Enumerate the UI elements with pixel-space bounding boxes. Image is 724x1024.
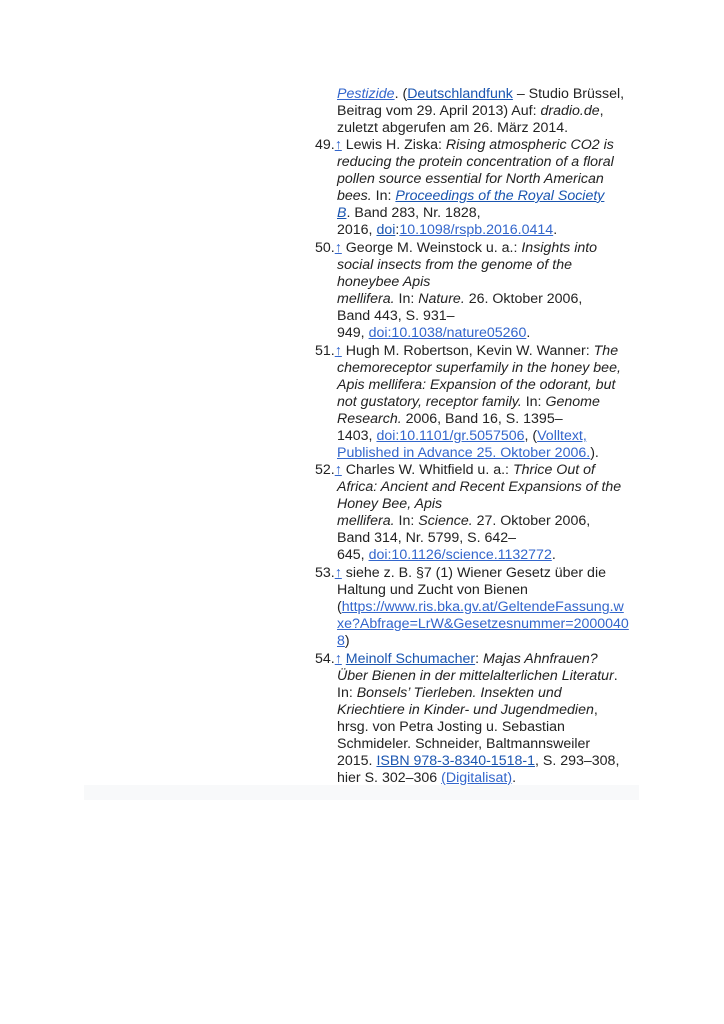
ref-51-line-2 — [337, 360, 621, 377]
ref-53-line-3 — [337, 599, 624, 616]
ref-52-line-4 — [337, 513, 590, 530]
ref-50-title-4: mellifera. — [337, 291, 395, 307]
ref-51-journal: Genome — [545, 394, 600, 410]
ref-51-fulltext-link-2[interactable]: Published in Advance 25. Oktober 2006. — [337, 445, 591, 461]
ref-49-colon: : — [395, 222, 400, 238]
ref-49-title-3: pollen source essential for North American — [337, 171, 604, 187]
ref-51-line-4 — [337, 394, 600, 411]
ref-54-end: . — [512, 770, 517, 786]
ref-49-doi-label-link[interactable]: doi — [376, 222, 396, 238]
ref-54-line-2 — [337, 668, 618, 685]
ref-50-line-2 — [337, 257, 572, 274]
ref-50-authors: George M. Weinstock u. a.: — [341, 240, 522, 256]
ref-52-title-1: Thrice Out of — [512, 462, 595, 478]
ref-52-title-2: Africa: Ancient and Recent Expansions of the — [337, 479, 622, 495]
ref-53-line-4 — [337, 616, 629, 633]
ref-52-line-2 — [337, 479, 621, 496]
ref-52-line-3 — [337, 496, 442, 513]
ref-51-title-3: Apis mellifera: Expansion of the odorant, but — [337, 377, 616, 393]
ref-53-text-2: Haltung und Zucht von Bienen — [337, 582, 528, 598]
ref-51-line-6 — [337, 428, 587, 445]
ref-48-text-4: , — [599, 103, 604, 119]
ref-48-text: . ( — [394, 86, 408, 102]
ref-54-here: hier S. 302–306 — [337, 770, 442, 786]
ref-50-number-row — [315, 240, 597, 257]
ref-54-number-row — [315, 651, 598, 668]
ref-49-title-4: bees. — [337, 188, 372, 204]
ref-49-backlink[interactable]: ↑ — [334, 137, 342, 153]
ref-51-fulltext-link[interactable]: Volltext, — [537, 428, 587, 444]
ref-50-title-2: social insects from the genome of the — [337, 257, 573, 273]
ref-52-backlink[interactable]: ↑ — [334, 462, 342, 478]
ref-54-line-3 — [337, 685, 562, 702]
ref-48-source-link[interactable]: Deutschlandfunk — [407, 86, 513, 102]
ref-54-author-link[interactable]: Meinolf Schumacher — [345, 651, 476, 667]
ref-54-title-2: Über Bienen in der mittelalterlichen Literatur — [337, 668, 614, 684]
ref-51-journal-2: Research. — [337, 411, 402, 427]
ref-51-title-1: The — [593, 343, 619, 359]
ref-52-line-5 — [337, 530, 516, 547]
ref-49-line-5 — [337, 205, 481, 222]
ref-54-number: 54. — [315, 651, 335, 667]
ref-50-doi-link[interactable]: doi:10.1038/nature05260 — [368, 325, 527, 341]
ref-51-line-7 — [337, 445, 599, 462]
ref-51-authors: Hugh M. Robertson, Kevin W. Wanner: — [341, 343, 594, 359]
ref-52-number: 52. — [315, 462, 335, 478]
ref-48-title-link[interactable]: Pestizide — [337, 86, 395, 102]
ref-54-editors: hrsg. von Petra Josting u. Sebastian — [337, 719, 565, 735]
ref-54-pages: , S. 293–308, — [534, 753, 620, 769]
ref-51-in: In: — [521, 394, 546, 410]
ref-50-line-4 — [337, 291, 582, 308]
ref-52-doi-link[interactable]: doi:10.1126/science.1132772 — [368, 547, 552, 563]
ref-53-url-link[interactable]: https://www.ris.bka.gv.at/GeltendeFassung.w — [341, 599, 624, 615]
ref-50-line-3 — [337, 274, 430, 291]
ref-52-volume: Band 314, Nr. 5799, S. 642– — [337, 530, 517, 546]
ref-49-title-1: Rising atmospheric CO2 is — [445, 137, 614, 153]
ref-49-line-3 — [337, 171, 604, 188]
ref-54-publisher: Schmideler. Schneider, Baltmannsweiler — [337, 736, 591, 752]
ref-54-backlink[interactable]: ↑ — [334, 651, 342, 667]
ref-51-pages: 1403, — [337, 428, 377, 444]
ref-48-text-3: Beitrag vom 29. April 2013) Auf: — [337, 103, 541, 119]
ref-54-line-7 — [337, 753, 619, 770]
ref-50-volume: Band 443, S. 931– — [337, 308, 455, 324]
ref-54-line-5 — [337, 719, 565, 736]
ref-50-title-1: Insights into — [521, 240, 598, 256]
ref-50-date: 26. Oktober 2006, — [464, 291, 583, 307]
ref-48-line-1 — [337, 86, 624, 103]
ref-52-pages: 645, — [337, 547, 369, 563]
ref-49-journal-link-2[interactable]: B — [337, 205, 347, 221]
ref-49-number-row — [315, 137, 614, 154]
ref-50-pages: 949, — [337, 325, 369, 341]
ref-52-title-3: Honey Bee, Apis — [337, 496, 443, 512]
ref-51-paren: , ( — [524, 428, 538, 444]
ref-53-paren-close: ) — [344, 633, 350, 649]
ref-54-title-1: Majas Ahnfrauen? — [483, 651, 598, 667]
ref-54-sep: : — [475, 651, 483, 667]
ref-50-backlink[interactable]: ↑ — [334, 240, 342, 256]
ref-54-year: 2015. — [337, 753, 377, 769]
ref-52-date: 27. Oktober 2006, — [472, 513, 591, 529]
ref-49-number: 49. — [315, 137, 335, 153]
ref-51-title-4: not gustatory, receptor family. — [337, 394, 522, 410]
ref-51-volume: 2006, Band 16, S. 1395– — [401, 411, 563, 427]
ref-48-text-2: – Studio Brüssel, — [512, 86, 625, 102]
ref-48-line-2 — [337, 103, 604, 120]
ref-48-line-3 — [337, 120, 568, 137]
ref-54-line-8 — [337, 770, 516, 787]
ref-54-book-1: Bonsels’ Tierleben. Insekten und — [356, 685, 562, 701]
ref-53-line-5 — [337, 633, 350, 650]
ref-49-line-4 — [337, 188, 604, 205]
ref-50-title-3: honeybee Apis — [337, 274, 431, 290]
ref-50-line-6 — [337, 325, 530, 342]
ref-49-journal-link[interactable]: Proceedings of the Royal Society — [395, 188, 605, 204]
ref-54-digitalisat-link[interactable]: (Digitalisat) — [441, 770, 513, 786]
ref-50-number: 50. — [315, 240, 335, 256]
ref-52-in: In: — [394, 513, 419, 529]
ref-51-close: ). — [590, 445, 599, 461]
ref-53-url-link-3[interactable]: 8 — [337, 633, 345, 649]
ref-50-in: In: — [394, 291, 419, 307]
ref-48-website: dradio.de — [540, 103, 600, 119]
ref-54-line-4 — [337, 702, 598, 719]
ref-54-comma: , — [593, 702, 598, 718]
ref-51-number: 51. — [315, 343, 335, 359]
ref-53-backlink[interactable]: ↑ — [334, 565, 342, 581]
ref-54-isbn-link[interactable]: ISBN 978-3-8340-1518-1 — [376, 753, 535, 769]
ref-53-paren-open: ( — [337, 599, 342, 615]
ref-52-line-6 — [337, 547, 556, 564]
ref-51-number-row — [315, 343, 618, 360]
ref-49-line-6 — [337, 222, 557, 239]
ref-53-line-2 — [337, 582, 528, 599]
ref-50-period: . — [526, 325, 531, 341]
ref-52-number-row — [315, 462, 595, 479]
ref-49-period: . — [553, 222, 558, 238]
ref-53-text-1: siehe z. B. §7 (1) Wiener Gesetz über die — [341, 565, 606, 581]
ref-54-book-2: Kriechtiere in Kinder- und Jugendmedien — [337, 702, 594, 718]
ref-51-title-2: chemoreceptor superfamily in the honey bee, — [337, 360, 621, 376]
ref-49-authors: Lewis H. Ziska: — [341, 137, 446, 153]
ref-53-number-row — [315, 565, 606, 582]
ref-49-doi-link[interactable]: 10.1098/rspb.2016.0414 — [399, 222, 554, 238]
ref-49-year: 2016, — [337, 222, 377, 238]
ref-48-accessed: zuletzt abgerufen am 26. März 2014. — [337, 120, 569, 136]
ref-49-in: In: — [371, 188, 396, 204]
ref-53-url-link-2[interactable]: xe?Abfrage=LrW&Gesetzesnummer=2000040 — [337, 616, 629, 632]
ref-49-title-2: reducing the protein concentration of a floral — [337, 154, 614, 170]
ref-51-line-3 — [337, 377, 615, 394]
ref-49-volume: . Band 283, Nr. 1828, — [346, 205, 481, 221]
ref-54-in: In: — [337, 685, 357, 701]
ref-53-number: 53. — [315, 565, 335, 581]
ref-51-line-5 — [337, 411, 563, 428]
ref-49-line-2 — [337, 154, 614, 171]
ref-51-backlink[interactable]: ↑ — [334, 343, 342, 359]
ref-50-journal: Nature. — [418, 291, 465, 307]
ref-52-title-4: mellifera. — [337, 513, 395, 529]
ref-52-authors: Charles W. Whitfield u. a.: — [341, 462, 513, 478]
ref-50-line-5 — [337, 308, 455, 325]
ref-51-doi-link[interactable]: doi:10.1101/gr.5057506 — [376, 428, 525, 444]
ref-52-period: . — [551, 547, 556, 563]
ref-54-line-6 — [337, 736, 590, 753]
ref-54-period: . — [613, 668, 618, 684]
ref-52-journal: Science. — [418, 513, 473, 529]
